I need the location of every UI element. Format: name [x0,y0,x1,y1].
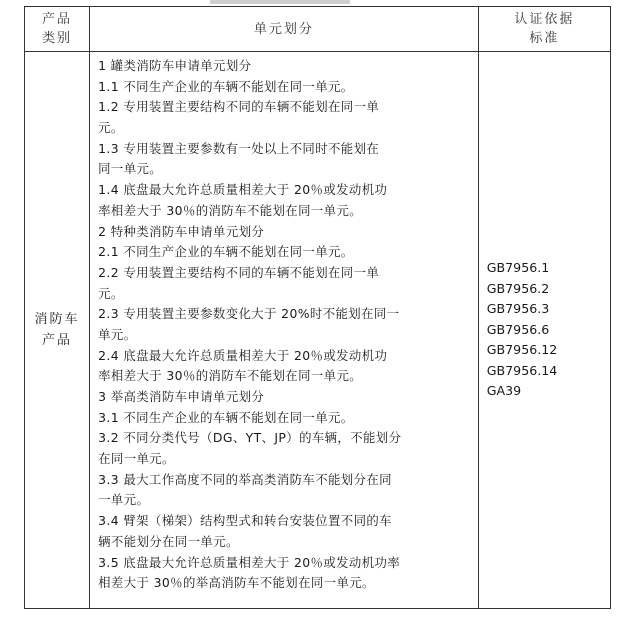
rule-line: 元。 [98,120,124,136]
rule-line: 3.4 臂架（梯架）结构型式和转台安装位置不同的车 [98,513,392,529]
division-rules-cell [90,52,479,609]
rule-line: 3.3 最大工作高度不同的举高类消防车不能划分在同 [98,471,392,487]
rule-line: 1.1 不同生产企业的车辆不能划在同一单元。 [98,78,354,94]
rule-line: 辆不能划分在同一单元。 [98,533,239,549]
header-basis [478,7,610,52]
rule-line: 1.3 专用装置主要参数有一处以上不同时不能划在 [98,140,380,156]
rule-line: 同一单元。 [98,161,163,177]
standard-item: GB7956.1 [486,260,550,276]
rule-line: 一单元。 [98,492,150,508]
rule-line: 元。 [98,285,124,301]
standard-item: GB7956.2 [486,280,550,296]
header-row [25,7,611,52]
header-division: 单元划分 [90,7,479,52]
rule-line: 3 举高类消防车申请单元划分 [98,389,265,404]
rule-line: 2.1 不同生产企业的车辆不能划在同一单元。 [98,244,354,260]
rule-line: 1.2 专用装置主要结构不同的车辆不能划在同一单 [98,99,380,115]
rule-line: 1 罐类消防车申请单元划分 [98,58,252,73]
category-line: 产品 [42,333,73,348]
header-basis-line: 认证依据 [514,12,575,27]
rule-line: 单元。 [98,326,137,342]
rule-line: 3.5 底盘最大允许总质量相差大于 20％或发动机功率 [98,554,401,570]
header-category [25,7,90,52]
rule-line: 1.4 底盘最大允许总质量相差大于 20％或发动机功 [98,182,388,198]
standard-item: GB7956.6 [486,321,550,337]
rule-line: 3.1 不同生产企业的车辆不能划在同一单元。 [98,409,354,425]
top-edge-strip [210,0,350,4]
standard-item: GB7956.12 [486,342,558,358]
header-category-line: 类别 [42,31,73,46]
standard-item: GB7956.3 [486,301,550,317]
rule-line: 相差大于 30％的举高消防车不能划在同一单元。 [98,575,375,591]
certification-unit-table [24,6,611,609]
standard-item: GA39 [486,383,522,399]
rule-line: 率相差大于 30％的消防车不能划在同一单元。 [98,202,363,218]
rule-line: 2.4 底盘最大允许总质量相差大于 20％或发动机功 [98,347,388,363]
body-row [25,52,611,609]
rule-line: 3.2 不同分类代号（DG、YT、JP）的车辆，不能划分 [98,430,402,446]
category-line: 消防车 [34,312,80,327]
header-category-line: 产品 [42,12,73,27]
rule-line: 2 特种类消防车申请单元划分 [98,223,265,239]
rule-line: 2.2 专用装置主要结构不同的车辆不能划在同一单 [98,264,380,280]
rule-line: 2.3 专用装置主要参数变化大于 20%时不能划在同一 [98,306,400,322]
rule-line: 率相差大于 30％的消防车不能划在同一单元。 [98,368,363,384]
header-basis-line: 标准 [529,31,560,46]
standard-item: GB7956.14 [486,362,558,378]
standards-cell [478,52,610,609]
rule-line: 在同一单元。 [98,451,175,467]
category-cell [25,52,90,609]
